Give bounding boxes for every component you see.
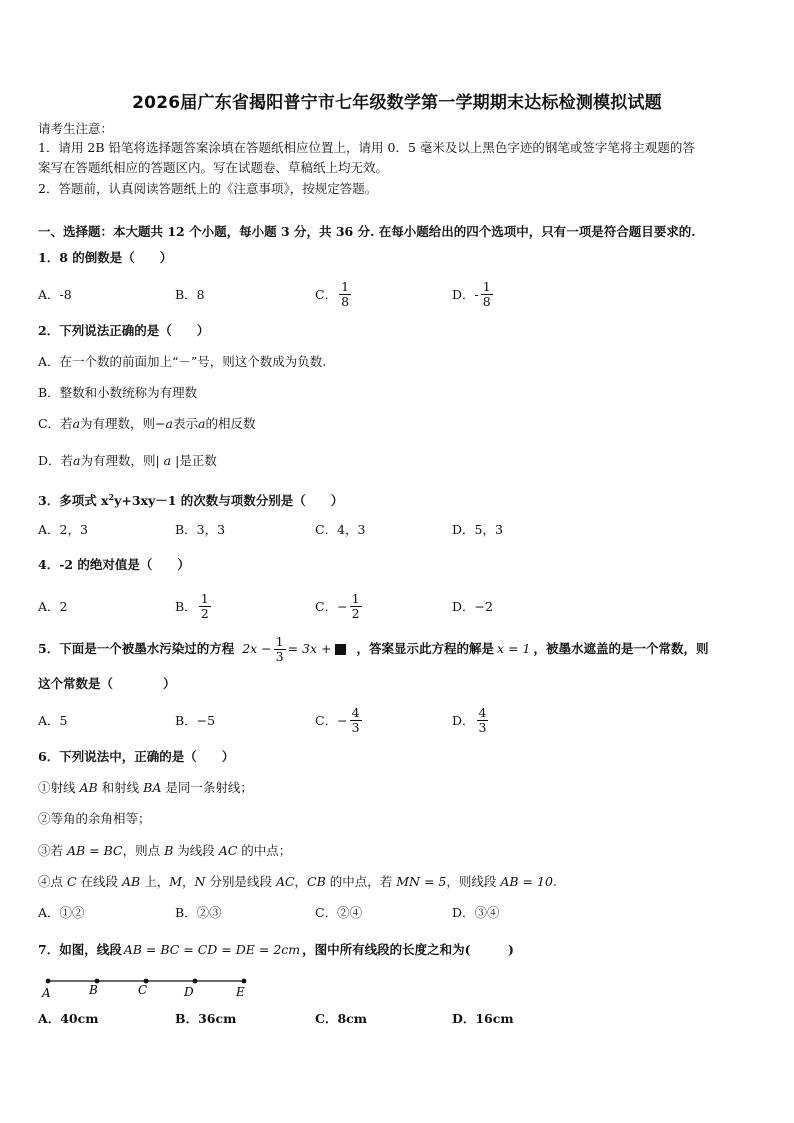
q1-option-b[interactable]: B．8	[175, 287, 205, 302]
fraction: $\frac{4}{3}$	[351, 704, 360, 735]
q4-option-b[interactable]: B． $\frac{1}{2}$	[175, 590, 209, 621]
point-a-dot	[46, 979, 51, 984]
question-5-options	[38, 700, 758, 740]
q7-option-a[interactable]: A．40cm	[38, 1011, 99, 1026]
q1-option-d[interactable]: D．- $\frac{1}{8}$	[452, 278, 491, 309]
question-3-stem: 3．多项式 $x^2y+3xy-1$ 的次数与项数分别是（ ）	[38, 492, 344, 509]
point-d-dot	[193, 979, 198, 984]
question-7-options	[38, 998, 758, 1038]
point-e-dot	[242, 979, 247, 984]
q7-option-b[interactable]: B．36cm	[175, 1011, 237, 1026]
notice-item2: 2．答题前，认真阅读答题纸上的《注意事项》，按规定答题。	[38, 181, 378, 196]
q6-option-a[interactable]: A．①②	[38, 905, 85, 920]
point-c-label: C	[138, 983, 148, 997]
q3-option-b[interactable]: B．3，3	[175, 522, 226, 537]
fraction: $\frac{1}{8}$	[341, 278, 350, 309]
q4-option-c[interactable]: C． − $\frac{1}{2}$	[315, 590, 360, 621]
notice-item1-line2: 案写在答题纸相应的答题区内。写在试题卷、草稿纸上均无效。	[38, 160, 389, 175]
q3-option-c[interactable]: C．4，3	[315, 522, 366, 537]
question-1-options	[38, 274, 758, 314]
q4-option-d[interactable]: D．−2	[452, 599, 493, 614]
point-b-label: B	[89, 983, 98, 997]
q5-option-c[interactable]: C． − $\frac{4}{3}$	[315, 704, 360, 735]
question-3-options	[38, 509, 758, 549]
fraction: $\frac{1}{8}$	[482, 278, 491, 309]
q6-option-b[interactable]: B．②③	[175, 905, 222, 920]
equation: 2x − $\frac{1}{3}$ = 3x +	[242, 635, 348, 664]
section-heading: 一、选择题：本大题共 12 个小题，每小题 3 分，共 36 分. 在每小题给出的四个选项中，只有一项是符合题目要求的.	[38, 224, 696, 239]
page-title: 2026届广东省揭阳普宁市七年级数学第一学期期末达标检测模拟试题	[132, 93, 662, 113]
q1-option-c[interactable]: C． $\frac{1}{8}$	[315, 278, 350, 309]
notice-item1-line1: 1．请用 2B 铅笔将选择题答案涂填在答题纸相应位置上，请用 0．5 毫米及以上黑色字迹的钢笔或签字笔将主观题的答	[38, 140, 695, 155]
point-d-label: D	[184, 985, 194, 999]
question-4-options	[38, 586, 758, 626]
question-5-stem: 5．下面是一个被墨水污染过的方程 2x − $\frac{1}{3}$ = 3x + ，答案显示此方程的解是 x = 1 ，被墨水遮盖的是一个常数，则	[38, 633, 709, 664]
q2-option-b[interactable]: B．整数和小数统称为有理数	[38, 385, 198, 400]
point-a-label: A	[42, 986, 51, 1000]
question-2-stem: 2．下列说法正确的是（ ）	[38, 323, 210, 338]
q7-option-c[interactable]: C．8cm	[315, 1011, 367, 1026]
q3-option-a[interactable]: A．2，3	[38, 522, 88, 537]
fraction: $\frac{4}{3}$	[478, 704, 487, 735]
question-5-line2: 这个常数是（ ）	[38, 676, 176, 691]
notice-heading: 请考生注意：	[38, 121, 114, 136]
q6-statement-2: ②等角的余角相等；	[38, 811, 151, 826]
q6-statement-1: ①射线 AB 和射线 BA 是同一条射线；	[38, 780, 253, 795]
q7-option-d[interactable]: D．16cm	[452, 1011, 514, 1026]
fraction: $\frac{1}{2}$	[200, 590, 209, 621]
question-7-stem: 7．如图，线段 AB = BC = CD = DE = 2cm ，图中所有线段的长度之和为( )	[38, 942, 514, 957]
q6-option-c[interactable]: C．②④	[315, 905, 363, 920]
question-1-stem: 1．8 的倒数是（ ）	[38, 250, 173, 265]
q2-option-a[interactable]: A．在一个数的前面加上“－”号，则这个数成为负数.	[38, 354, 327, 369]
question-6-options	[38, 892, 758, 932]
question-6-stem: 6．下列说法中，正确的是（ ）	[38, 749, 235, 764]
q5-option-d[interactable]: D． $\frac{4}{3}$	[452, 704, 487, 735]
q2-option-c[interactable]: C．若a为有理数，则−a表示a的相反数	[38, 416, 256, 431]
q2-option-d[interactable]: D．若a为有理数，则| a |是正数	[38, 453, 217, 468]
question-4-stem: 4．-2 的绝对值是（ ）	[38, 557, 190, 572]
q6-option-d[interactable]: D．③④	[452, 905, 500, 920]
q6-statement-4: ④点 C 在线段 AB 上，M，N 分别是线段 AC，CB 的中点，若 MN = 5，则线段 AB = 10.	[38, 874, 557, 889]
q6-statement-3: ③若 AB = BC，则点 B 为线段 AC 的中点；	[38, 843, 292, 858]
q4-option-a[interactable]: A．2	[38, 599, 68, 614]
q5-option-a[interactable]: A．5	[38, 713, 68, 728]
q5-option-b[interactable]: B．−5	[175, 713, 216, 728]
fraction: $\frac{1}{2}$	[351, 590, 360, 621]
q1-option-a[interactable]: A．-8	[38, 287, 72, 302]
ink-blot-square	[335, 644, 346, 655]
q3-option-d[interactable]: D．5，3	[452, 522, 503, 537]
point-e-label: E	[236, 985, 245, 999]
